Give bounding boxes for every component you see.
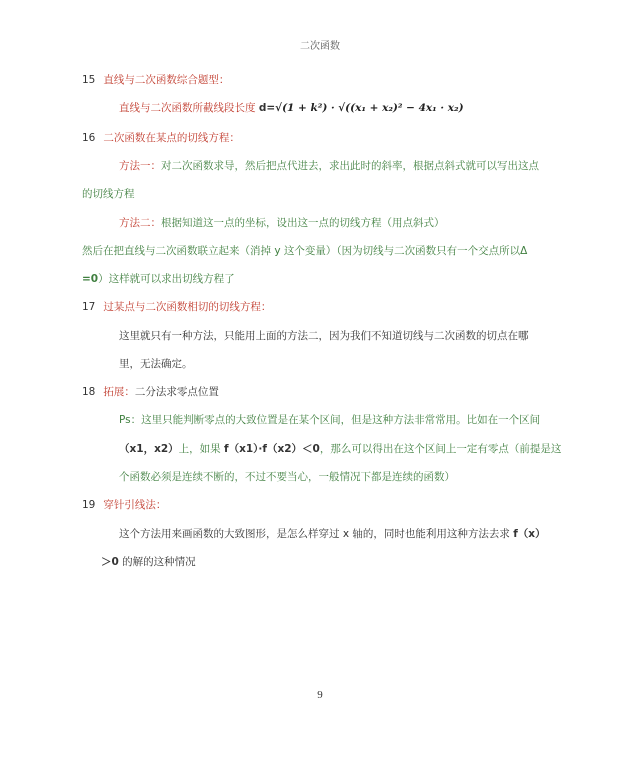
ps-text-cont: ，那么可以得出在这个区间上一定有零点（前提是这: [319, 443, 562, 455]
section-title-prefix: 拓展：: [103, 386, 135, 398]
section-17-heading: [82, 299, 271, 314]
ps-note-line-3: 个函数必须是连续不断的，不过不要当心，一般情况下都是连续的函数）: [119, 471, 455, 483]
ps-note: Ps：这里只能判断零点的大致位置是在某个区间，但是这种方法非常常用。比如在一个区间: [119, 414, 541, 426]
inequality: ＞0: [101, 556, 119, 568]
body-text: 直线与二次函数所截线段长度: [119, 102, 259, 114]
conclusion-text: ）这样就可以求出切线方程了: [98, 273, 235, 285]
section-16-heading: [82, 130, 240, 145]
ps-text: 上，如果: [178, 443, 225, 455]
section-19-text: [119, 526, 546, 541]
ps-note-line-2: [119, 441, 561, 456]
method-1-continuation: 的切线方程: [82, 188, 135, 200]
section-number: 19: [82, 499, 96, 511]
method-1-label: 方法一：: [119, 160, 161, 172]
section-17-text: 这里就只有一种方法，只能用上面的方法二，因为我们不知道切线与二次函数的切点在哪: [119, 330, 529, 342]
formula-label: d=: [258, 102, 276, 114]
section-19-text-cont: [101, 554, 196, 569]
section-number: 18: [82, 386, 96, 398]
sign-condition: f（x1）·f（x2）＜0: [224, 443, 320, 455]
delta-zero: =0: [82, 273, 99, 285]
method-2-line: [119, 215, 445, 230]
section-18-heading: [82, 384, 219, 399]
section-title: 穿针引线法：: [103, 499, 167, 511]
section-title: 二分法求零点位置: [134, 386, 219, 398]
section-19-heading: [82, 497, 166, 512]
body-text: 的解的这种情况: [118, 556, 196, 568]
section-number: 16: [82, 132, 96, 144]
section-15-heading: [82, 72, 229, 87]
section-15-body: [119, 100, 464, 115]
method-2-label: 方法二：: [119, 217, 161, 229]
segment-length-formula: √(1 + k²) · √((x₁ + x₂)² − 4x₁ · x₂): [275, 102, 464, 114]
interval-label: （x1，x2）: [119, 443, 179, 455]
method-2-continuation: 然后在把直线与二次函数联立起来（消掉 y 这个变量）（因为切线与二次函数只有一个交点所以Δ: [82, 245, 528, 257]
body-text: 这个方法用来画函数的大致图形，是怎么样穿过 x 轴的，同时也能利用这种方法去求: [119, 528, 514, 540]
section-title: 二次函数在某点的切线方程：: [103, 132, 240, 144]
section-number: 15: [82, 74, 96, 86]
page-header-title: 二次函数: [300, 41, 340, 52]
method-1-text: 对二次函数求导，然后把点代进去，求出此时的斜率，根据点斜式就可以写出这点: [161, 160, 539, 172]
page-number: 9: [317, 689, 323, 701]
method-2-text: 根据知道这一点的坐标，设出这一点的切线方程（用点斜式）: [161, 217, 445, 229]
method-1-line: [119, 158, 539, 173]
method-2-conclusion: [82, 271, 235, 286]
section-title: 直线与二次函数综合题型：: [103, 74, 230, 86]
function-label: f（x）: [513, 528, 546, 540]
section-title: 过某点与二次函数相切的切线方程：: [103, 301, 272, 313]
section-17-text-cont: 里，无法确定。: [119, 358, 193, 370]
section-number: 17: [82, 301, 96, 313]
